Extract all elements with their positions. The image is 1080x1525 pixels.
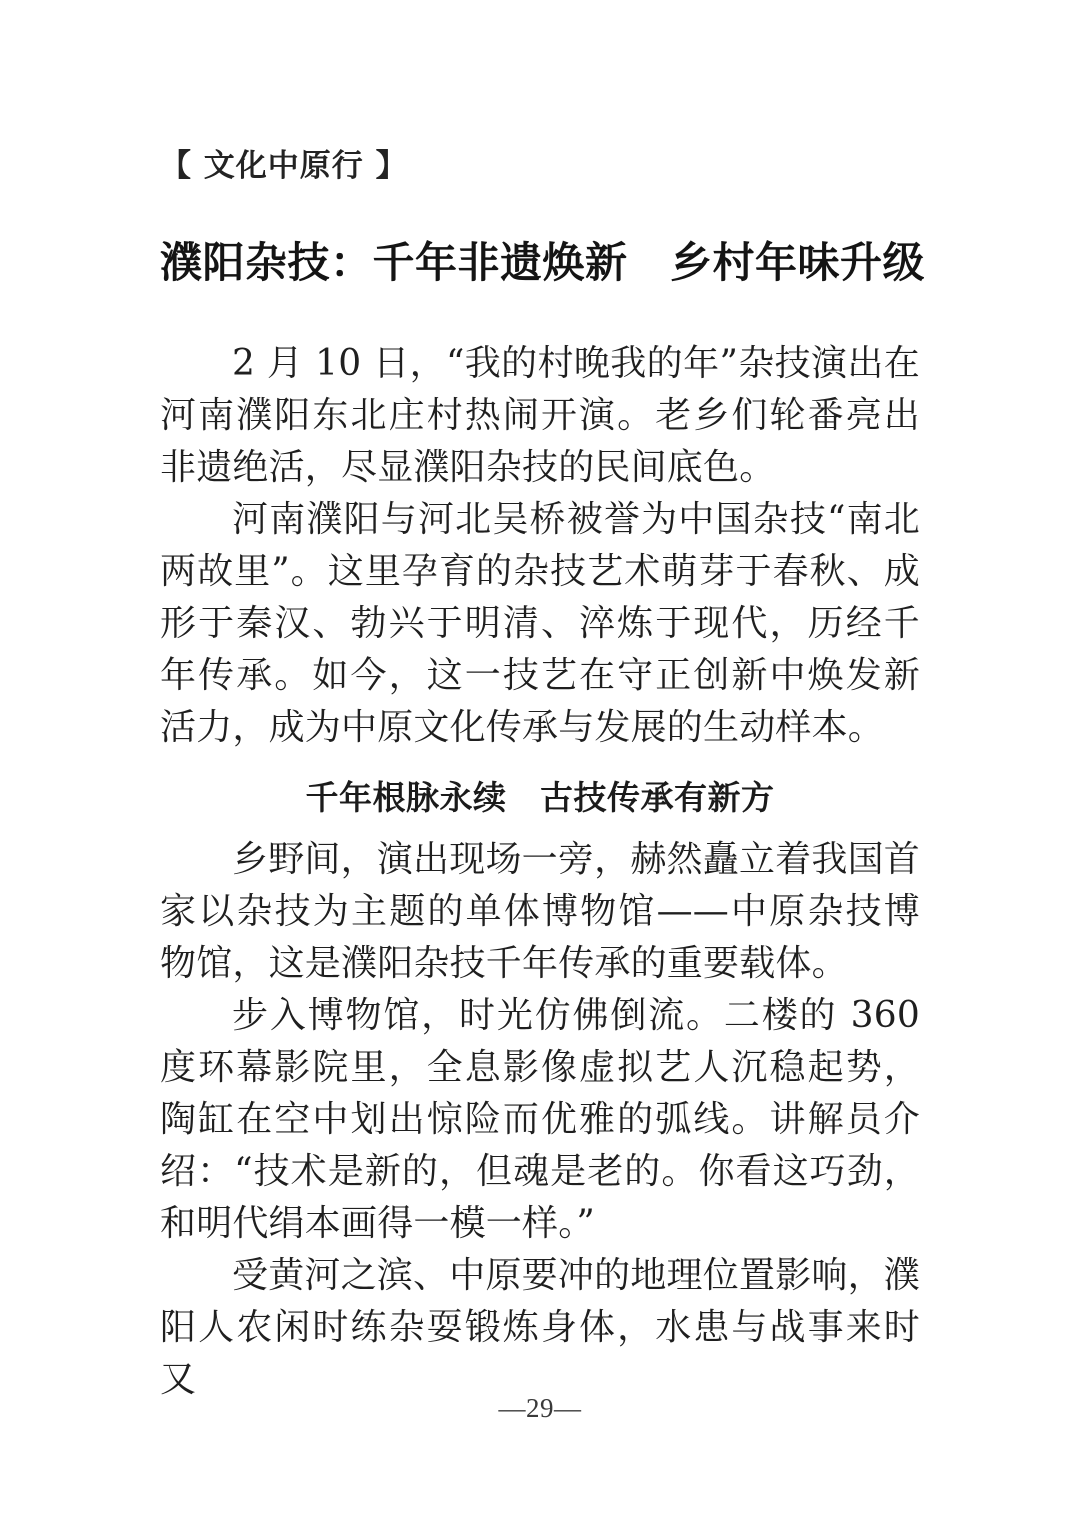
body-paragraph-5: 受黄河之滨、中原要冲的地理位置影响，濮阳人农闲时练杂耍锻炼身体，水患与战事来时又 [160, 1255, 920, 1401]
article-headline: 濮阳杂技：千年非遗焕新 乡村年味升级 [160, 238, 926, 288]
body-paragraph-2: 河南濮阳与河北吴桥被誉为中国杂技“南北两故里”。这里孕育的杂技艺术萌芽于春秋、成形于秦汉、勃兴于明清、淬炼于现代，历经千年传承。如今，这一技艺在守正创新中焕发新活力，成为中原文化传承与发展的生动样本。 [160, 498, 920, 748]
section-subheading: 千年根脉永续 古技传承有新方 [305, 777, 775, 817]
page-content [160, 0, 926, 1406]
body-paragraph-1: 2 月 10 日，“我的村晚我的年”杂技演出在河南濮阳东北庄村热闹开演。老乡们轮番亮出非遗绝活，尽显濮阳杂技的民间底色。 [160, 342, 920, 488]
column-rubric: 【 文化中原行 】 [160, 148, 408, 184]
page-number: —29— [498, 1393, 582, 1423]
body-paragraph-3: 乡野间，演出现场一旁，赫然矗立着我国首家以杂技为主题的单体博物馆——中原杂技博物馆，这是濮阳杂技千年传承的重要载体。 [160, 839, 920, 985]
body-paragraph-4: 步入博物馆，时光仿佛倒流。二楼的 360 度环幕影院里，全息影像虚拟艺人沉稳起势，陶缸在空中划出惊险而优雅的弧线。讲解员介绍：“技术是新的，但魂是老的。你看这巧劲，和明代绢本画得一模一样。” [160, 995, 920, 1245]
